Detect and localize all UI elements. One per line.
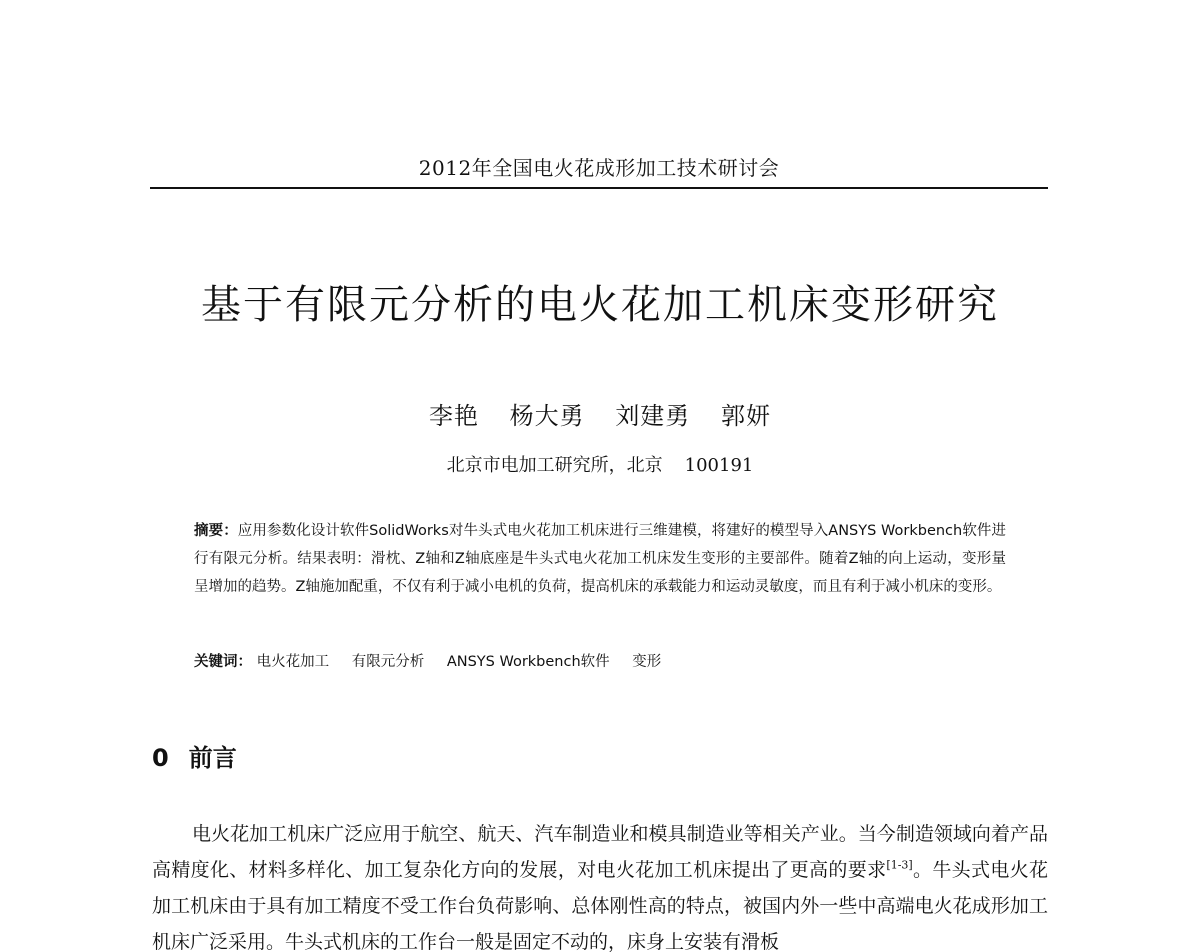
keyword-item: 电火花加工 xyxy=(256,654,330,670)
paper-title: 基于有限元分析的电火花加工机床变形研究 xyxy=(201,282,999,328)
body-text-part: 电火花加工机床广泛应用于航空、航天、汽车制造业和模具制造业等相关产业。当今制造领域向着产品高精度化、材料多样化、加工复杂化方向的发展，对电火花加工机床提出了更高的要求 xyxy=(152,823,1048,881)
abstract-text: 应用参数化设计软件SolidWorks对牛头式电火花加工机床进行三维建模，将建好的模型导入ANSYS Workbench软件进行有限元分析。结果表明：滑枕、Z轴和Z轴底座是牛头式电火花加工机床发生变形的主要部件。随着Z轴的向上运动，变形量呈增加的趋势。Z轴施加配重，不仅有利于减小电机的负荷，提高机床的承载能力和运动灵敏度，而且有利于减小机床的变形。 xyxy=(194,523,1007,595)
running-header: 2012年全国电火花成形加工技术研讨会 xyxy=(418,156,780,180)
author-name: 杨大勇 xyxy=(509,402,585,430)
keywords-label: 关键词： xyxy=(194,654,252,670)
keyword-item: 变形 xyxy=(632,654,662,670)
keywords xyxy=(194,648,1006,676)
author-name: 郭妍 xyxy=(720,402,771,430)
section-title: 前言 xyxy=(188,744,237,772)
author-name: 刘建勇 xyxy=(615,402,691,430)
abstract xyxy=(194,517,1006,601)
abstract-label: 摘要： xyxy=(194,523,238,539)
keyword-item: ANSYS Workbench软件 xyxy=(446,654,610,670)
citation: [1-3] xyxy=(886,858,913,872)
author-name: 李艳 xyxy=(429,402,480,430)
body-paragraph xyxy=(152,816,1048,952)
section-heading xyxy=(152,740,237,776)
affiliation-postcode: 100191 xyxy=(684,455,754,476)
affiliation-org: 北京市电加工研究所，北京 xyxy=(446,455,663,476)
body-text-part: 。牛头式电火花加工机床由于具有加工精度不受工作台负荷影响、总体刚性高的特点，被国内外一些中高端电火花成形加工机床广泛采用。牛头式机床的工作台一般是固定不动的，床身上安装有滑板 xyxy=(152,859,1048,952)
author-list xyxy=(0,398,1200,434)
header-rule xyxy=(150,187,1048,189)
affiliation xyxy=(0,452,1200,480)
keyword-item: 有限元分析 xyxy=(351,654,425,670)
section-number: 0 xyxy=(152,744,169,772)
